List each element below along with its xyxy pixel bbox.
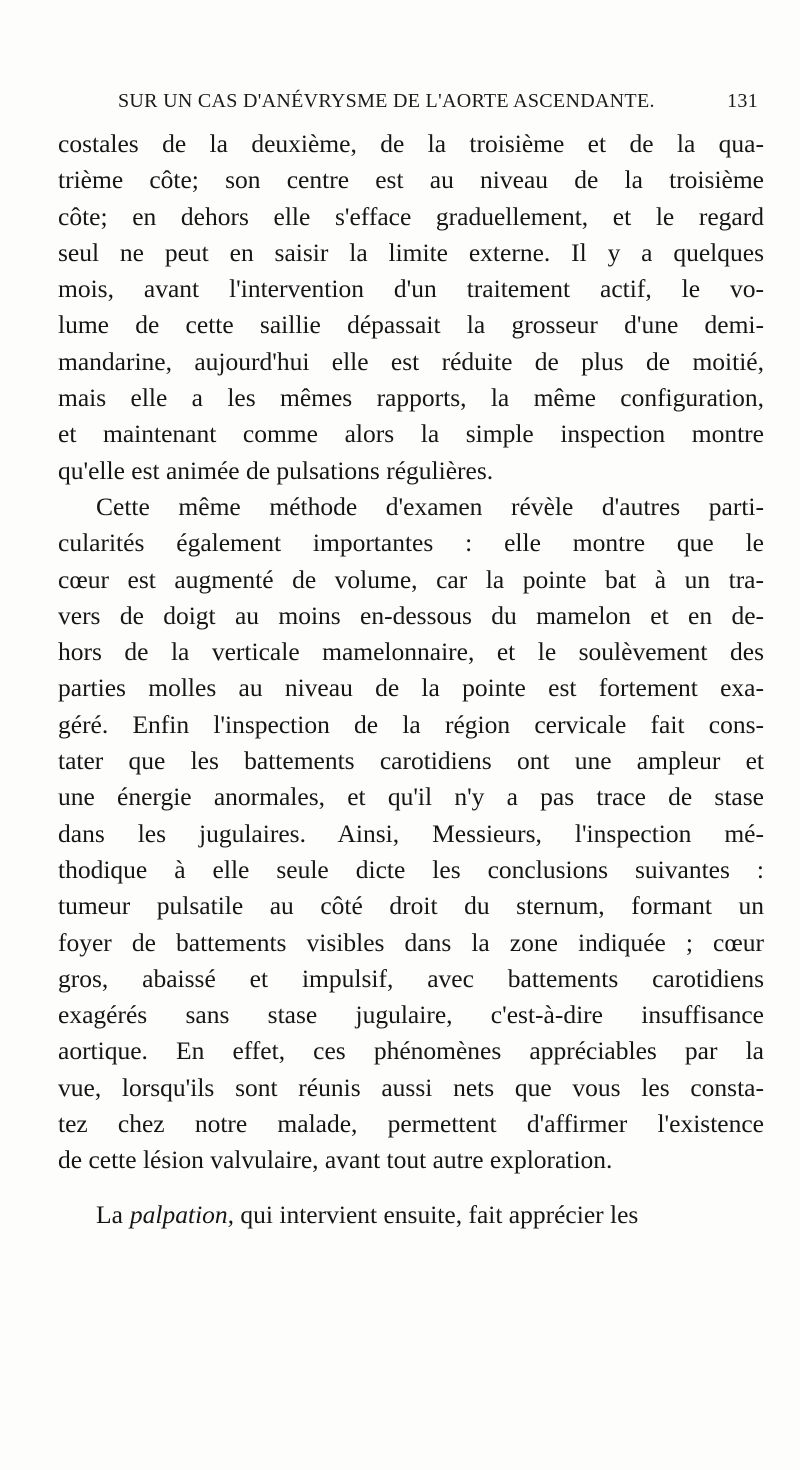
text-line: côte; en dehors elle s'efface graduellement, et le regard — [58, 201, 764, 231]
text-line: vers de doigt au moins en-dessous du mamelon et en de- — [58, 600, 764, 630]
text-line: hors de la verticale mamelonnaire, et le soulèvement des — [58, 637, 764, 667]
text-line: trième côte; son centre est au niveau de la troisième — [58, 165, 764, 195]
body-text — [58, 126, 764, 1233]
text-line: mois, avant l'intervention d'un traitement actif, le vo- — [58, 274, 764, 304]
text-line: tez chez notre malade, permettent d'affirmer l'existence — [58, 1109, 764, 1139]
paragraph-3 — [58, 1197, 764, 1233]
emphasis-palpation: palpation, — [129, 1199, 235, 1229]
text-line: exagérés sans stase jugulaire, c'est-à-dire insuffisance — [58, 1000, 764, 1030]
running-head — [118, 90, 758, 116]
text-line: vue, lorsqu'ils sont réunis aussi nets que vous les consta- — [58, 1072, 764, 1102]
paragraph-2 — [58, 489, 764, 1179]
paragraph-3-lead: La — [96, 1199, 123, 1229]
paragraph-gap — [58, 1179, 764, 1197]
paragraph-3-rest: qui intervient ensuite, fait apprécier les — [240, 1199, 639, 1229]
text-line: de cette lésion valvulaire, avant tout autre exploration. — [58, 1145, 613, 1175]
text-line: et maintenant comme alors la simple inspection montre — [58, 419, 764, 449]
text-line: Cette même méthode d'examen révèle d'autres parti- — [96, 491, 764, 521]
text-line — [58, 1197, 764, 1233]
text-line: géré. Enfin l'inspection de la région cervicale fait cons- — [58, 709, 764, 739]
text-line: costales de la deuxième, de la troisième et de la qua- — [58, 129, 764, 158]
text-line: tater que les battements carotidiens ont une ampleur et — [58, 746, 764, 776]
text-line: qu'elle est animée de pulsations régulières. — [58, 455, 494, 485]
text-line: thodique à elle seule dicte les conclusions suivantes : — [58, 854, 764, 884]
text-line: une énergie anormales, et qu'il n'y a pas trace de stase — [58, 782, 764, 812]
text-line: cularités également importantes : elle montre que le — [58, 528, 764, 558]
text-line: cœur est augmenté de volume, car la pointe bat à un tra- — [58, 564, 764, 594]
text-line: seul ne peut en saisir la limite externe. Il y a quelques — [58, 237, 764, 267]
text-line: dans les jugulaires. Ainsi, Messieurs, l'inspection mé- — [58, 818, 764, 848]
page-number: 131 — [727, 90, 758, 112]
text-line: gros, abaissé et impulsif, avec battements carotidiens — [58, 963, 764, 993]
text-line: lume de cette saillie dépassait la grosseur d'une demi- — [58, 310, 764, 340]
running-head-title: SUR UN CAS D'ANÉVRYSME DE L'AORTE ASCENDANTE. — [118, 90, 655, 112]
text-line: parties molles au niveau de la pointe est fortement exa- — [58, 673, 764, 703]
text-line: aortique. En effet, ces phénomènes appréciables par la — [58, 1036, 764, 1066]
text-line: tumeur pulsatile au côté droit du sternum, formant un — [58, 891, 764, 921]
text-line: mais elle a les mêmes rapports, la même configuration, — [58, 383, 764, 413]
paragraph-1 — [58, 126, 764, 489]
text-line: mandarine, aujourd'hui elle est réduite de plus de moitié, — [58, 346, 764, 376]
text-line: foyer de battements visibles dans la zone indiquée ; cœur — [58, 927, 764, 957]
